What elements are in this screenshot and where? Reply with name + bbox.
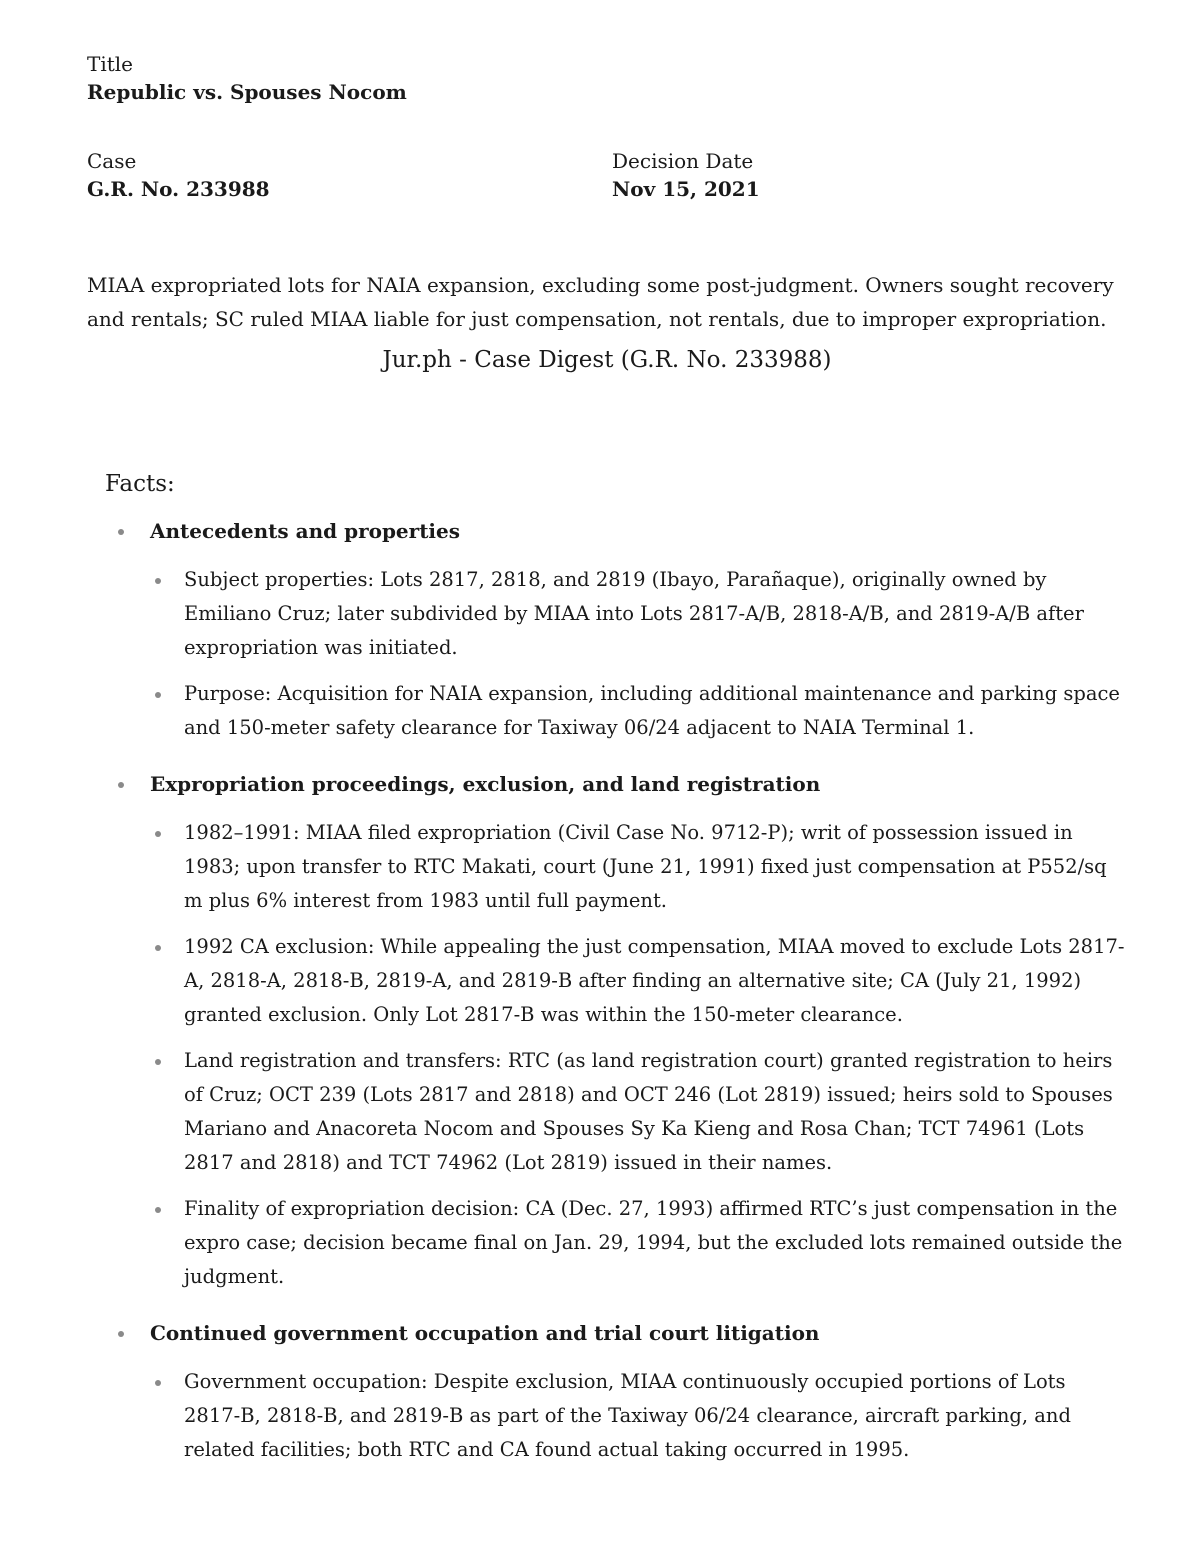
title-block: [87, 50, 787, 106]
section-items: [87, 1365, 1127, 1467]
list-item-text: Government occupation: Despite exclusion, MIAA continuously occupied portions of Lots 2817-B, 2818-B, and 2819-B as part of the Taxiway 06/24 clearance, aircraft parking, and related facilities; both RTC and CA found actual taking occurred in 1995.: [184, 1370, 1071, 1461]
case-title: Republic vs. Spouses Nocom: [87, 80, 407, 104]
section-items: [87, 816, 1127, 1294]
list-item: [87, 930, 1127, 1032]
list-item-text: Subject properties: Lots 2817, 2818, and 2819 (Ibayo, Parañaque), originally owned by Emiliano Cruz; later subdivided by MIAA into Lots 2817-A/B, 2818-A/B, and 2819-A/B after expropriation was initiated.: [184, 568, 1084, 659]
list-item-text: 1992 CA exclusion: While appealing the just compensation, MIAA moved to exclude Lots 2817-A, 2818-A, 2818-B, 2819-A, and 2819-B after finding an alternative site; CA (July 21, 1992) granted exclusion. Only Lot 2817-B was within the 150-meter clearance.: [184, 935, 1125, 1026]
facts-section: [87, 514, 1127, 745]
list-item: [87, 816, 1127, 918]
bullet-icon: [155, 1207, 161, 1213]
bullet-icon: [155, 1059, 161, 1065]
bullet-icon: [155, 692, 161, 698]
bullet-icon: [155, 1380, 161, 1386]
bullet-icon: [155, 578, 161, 584]
section-heading: [87, 1316, 1127, 1350]
list-item: [87, 563, 1127, 665]
list-item-text: 1982–1991: MIAA filed expropriation (Civil Case No. 9712-P); writ of possession issued in 1983; upon transfer to RTC Makati, court (June 21, 1991) fixed just compensation at P552/sq m plus 6% interest from 1983 until full payment.: [184, 821, 1107, 912]
section-heading: [87, 767, 1127, 801]
decision-date: Nov 15, 2021: [612, 177, 760, 201]
facts-sections: [87, 514, 1127, 1489]
facts-section: [87, 1316, 1127, 1467]
title-label: Title: [87, 52, 134, 76]
list-item-text: Finality of expropriation decision: CA (Dec. 27, 1993) affirmed RTC’s just compensation in the expro case; decision became final on Jan. 29, 1994, but the excluded lots remained outside the judgment.: [184, 1197, 1123, 1288]
case-number-block: [87, 147, 587, 203]
section-heading: [87, 514, 1127, 548]
bullet-icon: [118, 529, 124, 535]
case-summary: MIAA expropriated lots for NAIA expansion, excluding some post-judgment. Owners sought recovery and rentals; SC ruled MIAA liable for just compensation, not rentals, due to improper expropriation.: [87, 273, 1114, 331]
case-number: G.R. No. 233988: [87, 177, 270, 201]
decision-date-block: [612, 147, 1012, 203]
list-item-text: Purpose: Acquisition for NAIA expansion, including additional maintenance and parking space and 150-meter safety clearance for Taxiway 06/24 adjacent to NAIA Terminal 1.: [184, 682, 1120, 739]
list-item: [87, 1044, 1127, 1180]
section-heading-text: Expropriation proceedings, exclusion, and land registration: [150, 772, 821, 796]
decision-date-label: Decision Date: [612, 149, 754, 173]
list-item: [87, 1365, 1127, 1467]
list-item: [87, 677, 1127, 745]
case-label: Case: [87, 149, 137, 173]
digest-title: Jur.ph - Case Digest (G.R. No. 233988): [382, 347, 832, 373]
list-item-text: Land registration and transfers: RTC (as land registration court) granted registration to heirs of Cruz; OCT 239 (Lots 2817 and 2818) and OCT 246 (Lot 2819) issued; heirs sold to Spouses Mariano and Anacoreta Nocom and Spouses Sy Ka Kieng and Rosa Chan; TCT 74961 (Lots 2817 and 2818) and TCT 74962 (Lot 2819) issued in their names.: [184, 1049, 1113, 1174]
section-heading-text: Antecedents and properties: [150, 519, 461, 543]
facts-heading: Facts:: [105, 471, 175, 497]
section-items: [87, 563, 1127, 745]
bullet-icon: [118, 1331, 124, 1337]
facts-section: [87, 767, 1127, 1294]
section-heading-text: Continued government occupation and trial court litigation: [150, 1321, 820, 1345]
list-item: [87, 1192, 1127, 1294]
bullet-icon: [155, 945, 161, 951]
bullet-icon: [118, 782, 124, 788]
bullet-icon: [155, 831, 161, 837]
